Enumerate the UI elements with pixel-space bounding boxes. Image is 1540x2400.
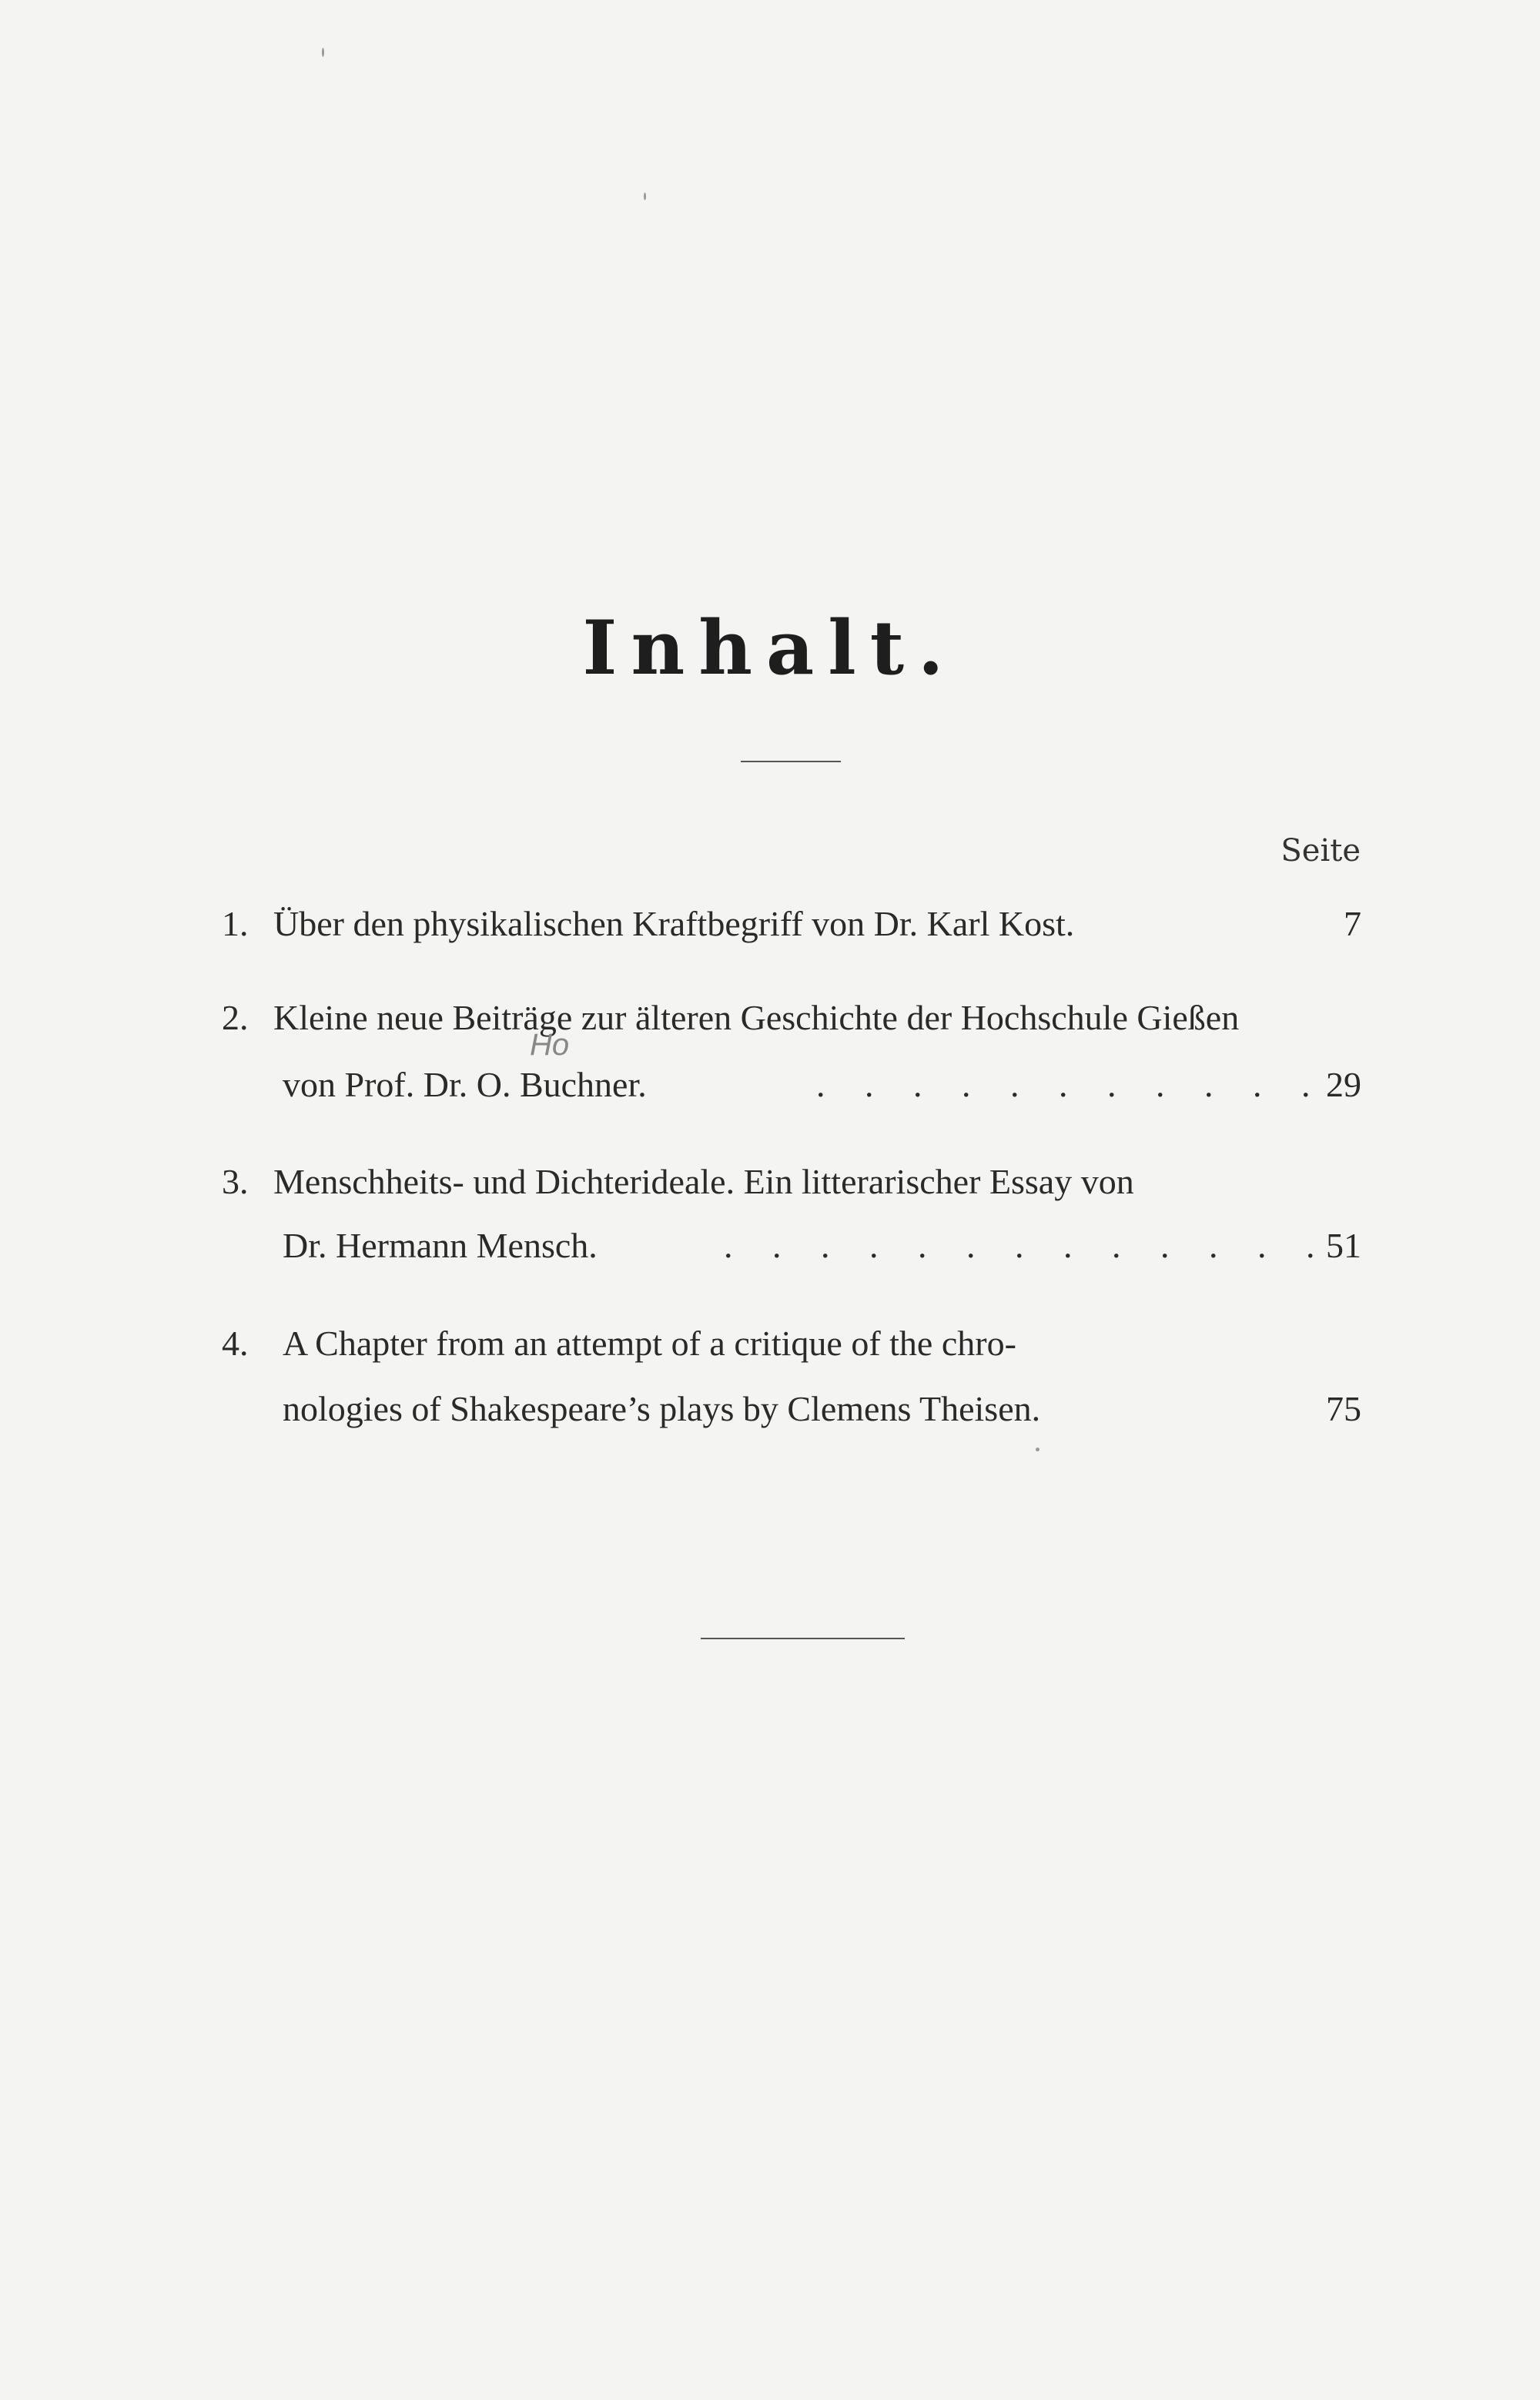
toc-entry-page: 7 [1344,904,1361,943]
closing-rule [701,1638,905,1639]
toc-entry-number: 4. [222,1324,249,1363]
leader-dots: . . . . . . . . . . . [816,1065,1326,1104]
toc-entry-title: Menschheits- und Dichterideale. Ein litterarischer Essay von [273,1162,1134,1201]
toc-entry-title-continued: Dr. Hermann Mensch. [283,1226,598,1265]
toc-entry-title-continued: von Prof. Dr. O. Buchner. [283,1065,647,1104]
toc-entry-3-line-2 [0,1219,1540,1273]
leader-dots: . . . . . . . . . . . . . [724,1226,1331,1265]
toc-entry-3 [0,1155,1540,1209]
toc-entry-number: 2. [222,998,249,1037]
toc-entry-2-line-2 [0,1058,1540,1112]
page-title: Inhalt. [582,604,958,691]
handwritten-annotation: Ho [530,1028,570,1062]
scan-speck [322,48,324,57]
title-rule [741,761,841,762]
toc-entry-title-continued: nologies of Shakespeare’s plays by Clemens Theisen. [283,1389,1041,1428]
toc-entry-title: Über den physikalischen Kraftbegriff von Dr. Karl Kost. [273,904,1075,943]
toc-entry-title: Kleine neue Beiträge zur älteren Geschichte der Hochschule Gießen [273,998,1240,1037]
toc-entry-number: 1. [222,904,249,943]
toc-entry-4-line-2 [0,1382,1540,1436]
scan-speck [644,192,646,200]
toc-entry-4 [0,1317,1540,1371]
toc-entry-page: 51 [1326,1226,1361,1265]
toc-entry-page: 29 [1326,1065,1361,1104]
toc-entry-2 [0,991,1540,1045]
toc-entry-1 [0,897,1540,951]
page-column-header: Seite [1281,833,1361,869]
scan-speck [1036,1448,1040,1451]
toc-entry-title: A Chapter from an attempt of a critique of the chro- [283,1324,1016,1363]
toc-entry-page: 75 [1326,1389,1361,1428]
toc-entry-number: 3. [222,1162,249,1201]
